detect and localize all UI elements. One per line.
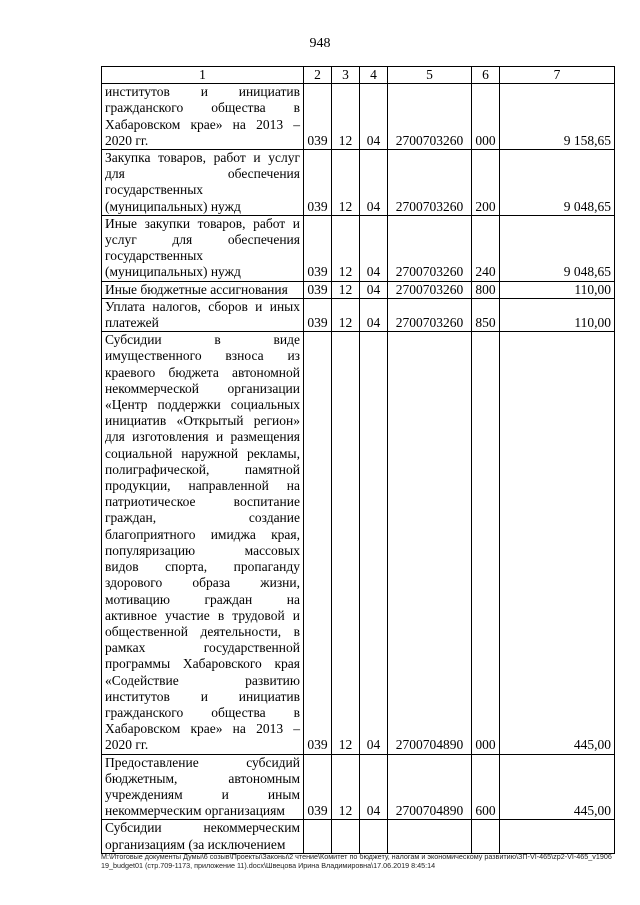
description-line: некоммерческой организации: [105, 380, 300, 396]
amount-cell: 9 048,65: [500, 150, 615, 216]
item-description-cell: [102, 281, 304, 298]
description-line: «Центр поддержки социальных: [105, 397, 300, 413]
description-line: государственных: [105, 248, 204, 264]
subsection-code-cell: 04: [360, 150, 388, 216]
description-line: (муниципальных) нужд: [105, 198, 241, 214]
item-description-cell: [102, 298, 304, 331]
table-row: [102, 332, 615, 754]
target-article-cell: 2700703260: [388, 84, 472, 150]
description-line: для обеспечения: [105, 166, 300, 182]
subsection-code-cell: [360, 820, 388, 853]
description-line: Хабаровском крае» на 2013 –: [105, 116, 300, 132]
description-line: 2020 гг.: [105, 737, 149, 753]
subsection-code-cell: 04: [360, 754, 388, 820]
expense-type-cell: 240: [472, 215, 500, 281]
description-line: здорового образа жизни,: [105, 575, 300, 591]
table-row: [102, 281, 615, 298]
description-line: Субсидии в виде: [105, 332, 300, 348]
description-line: полиграфической, памятной: [105, 461, 300, 477]
target-article-cell: 2700704890: [388, 332, 472, 754]
description-line: «Содействие развитию: [105, 672, 300, 688]
description-line: гражданского общества в: [105, 100, 300, 116]
ministry-code-cell: 039: [304, 332, 332, 754]
amount-cell: 9 048,65: [500, 215, 615, 281]
subsection-code-cell: 04: [360, 332, 388, 754]
description-line: Закупка товаров, работ и услуг: [105, 150, 300, 166]
section-code-cell: [332, 820, 360, 853]
description-line: Иные закупки товаров, работ и: [105, 215, 300, 231]
ministry-code-cell: 039: [304, 754, 332, 820]
target-article-cell: 2700704890: [388, 754, 472, 820]
description-line: краевого бюджета автономной: [105, 364, 300, 380]
description-line: государственных: [105, 182, 204, 198]
column-header: 7: [500, 67, 615, 84]
subsection-code-cell: 04: [360, 298, 388, 331]
section-code-cell: 12: [332, 754, 360, 820]
target-article-cell: 2700703260: [388, 215, 472, 281]
expense-type-cell: 200: [472, 150, 500, 216]
expense-type-cell: 000: [472, 84, 500, 150]
subsection-code-cell: 04: [360, 84, 388, 150]
description-line: патриотическое воспитание: [105, 494, 300, 510]
amount-cell: 110,00: [500, 281, 615, 298]
target-article-cell: 2700703260: [388, 298, 472, 331]
section-code-cell: 12: [332, 332, 360, 754]
table-row: [102, 150, 615, 216]
expense-type-cell: 850: [472, 298, 500, 331]
description-line: имущественного взноса из: [105, 348, 300, 364]
section-code-cell: 12: [332, 215, 360, 281]
description-line: Предоставление субсидий: [105, 754, 300, 770]
description-line: 2020 гг.: [105, 132, 149, 148]
description-line: программы Хабаровского края: [105, 656, 300, 672]
amount-cell: 110,00: [500, 298, 615, 331]
description-line: благоприятного имиджа края,: [105, 526, 300, 542]
subsection-code-cell: 04: [360, 281, 388, 298]
description-line: для изготовления и размещения: [105, 429, 300, 445]
description-line: популяризацию массовых: [105, 542, 300, 558]
item-description-cell: [102, 332, 304, 754]
table-row: [102, 84, 615, 150]
column-header: 6: [472, 67, 500, 84]
ministry-code-cell: [304, 820, 332, 853]
description-line: организациям (за исключением: [105, 836, 286, 852]
column-header: 5: [388, 67, 472, 84]
table-row: [102, 215, 615, 281]
section-code-cell: 12: [332, 84, 360, 150]
description-line: граждан, создание: [105, 510, 300, 526]
expense-type-cell: 600: [472, 754, 500, 820]
description-line: платежей: [105, 315, 159, 331]
section-code-cell: 12: [332, 150, 360, 216]
description-line: продукции, направленной на: [105, 478, 300, 494]
ministry-code-cell: 039: [304, 215, 332, 281]
item-description-cell: [102, 150, 304, 216]
description-line: услуг для обеспечения: [105, 232, 300, 248]
description-line: мотивацию граждан на: [105, 591, 300, 607]
ministry-code-cell: 039: [304, 281, 332, 298]
column-header: 4: [360, 67, 388, 84]
description-line: инициатив «Открытый регион»: [105, 413, 300, 429]
description-line: учреждениям и иным: [105, 786, 300, 802]
section-code-cell: 12: [332, 298, 360, 331]
table-body: [102, 67, 615, 854]
budget-table: [101, 66, 615, 854]
target-article-cell: [388, 820, 472, 853]
document-path-footer: M:\Итоговые документы Думы\6 созыв\Проекты\Законы\2 чтение\Комитет по бюджету, налогам и экономическому развитию\ЗП-VI-465\zp2-VI-465_v190619_budget01 (стр.709-1173, приложение 11).docx\Швецова Ирина Владимировна\17.06.2019 8:45:14: [101, 852, 612, 870]
item-description-cell: [102, 84, 304, 150]
amount-cell: 9 158,65: [500, 84, 615, 150]
description-line: бюджетным, автономным: [105, 770, 300, 786]
description-line: гражданского общества в: [105, 704, 300, 720]
description-line: институтов и инициатив: [105, 84, 300, 100]
section-code-cell: 12: [332, 281, 360, 298]
column-header: 1: [102, 67, 304, 84]
amount-cell: [500, 820, 615, 853]
table-row: [102, 820, 615, 853]
item-description-cell: [102, 754, 304, 820]
column-header: 2: [304, 67, 332, 84]
target-article-cell: 2700703260: [388, 150, 472, 216]
expense-type-cell: 000: [472, 332, 500, 754]
description-line: (муниципальных) нужд: [105, 264, 241, 280]
description-line: Иные бюджетные ассигнования: [105, 281, 288, 297]
description-line: общественной деятельности, в: [105, 623, 300, 639]
page-number: 948: [309, 36, 331, 51]
expense-type-cell: [472, 820, 500, 853]
ministry-code-cell: 039: [304, 150, 332, 216]
description-line: Субсидии некоммерческим: [105, 820, 300, 836]
target-article-cell: 2700703260: [388, 281, 472, 298]
expense-type-cell: 800: [472, 281, 500, 298]
ministry-code-cell: 039: [304, 84, 332, 150]
item-description-cell: [102, 820, 304, 853]
description-line: социальной наружной рекламы,: [105, 445, 300, 461]
description-line: Уплата налогов, сборов и иных: [105, 298, 300, 314]
table-row: [102, 754, 615, 820]
description-line: институтов и инициатив: [105, 688, 300, 704]
description-line: видов спорта, пропаганду: [105, 559, 300, 575]
ministry-code-cell: 039: [304, 298, 332, 331]
column-header: 3: [332, 67, 360, 84]
column-number-header-row: [102, 67, 615, 84]
table-row: [102, 298, 615, 331]
amount-cell: 445,00: [500, 332, 615, 754]
description-line: некоммерческим организациям: [105, 803, 285, 819]
item-description-cell: [102, 215, 304, 281]
description-line: рамках государственной: [105, 640, 300, 656]
description-line: активное участие в трудовой и: [105, 607, 300, 623]
description-line: Хабаровском крае» на 2013 –: [105, 721, 300, 737]
amount-cell: 445,00: [500, 754, 615, 820]
subsection-code-cell: 04: [360, 215, 388, 281]
